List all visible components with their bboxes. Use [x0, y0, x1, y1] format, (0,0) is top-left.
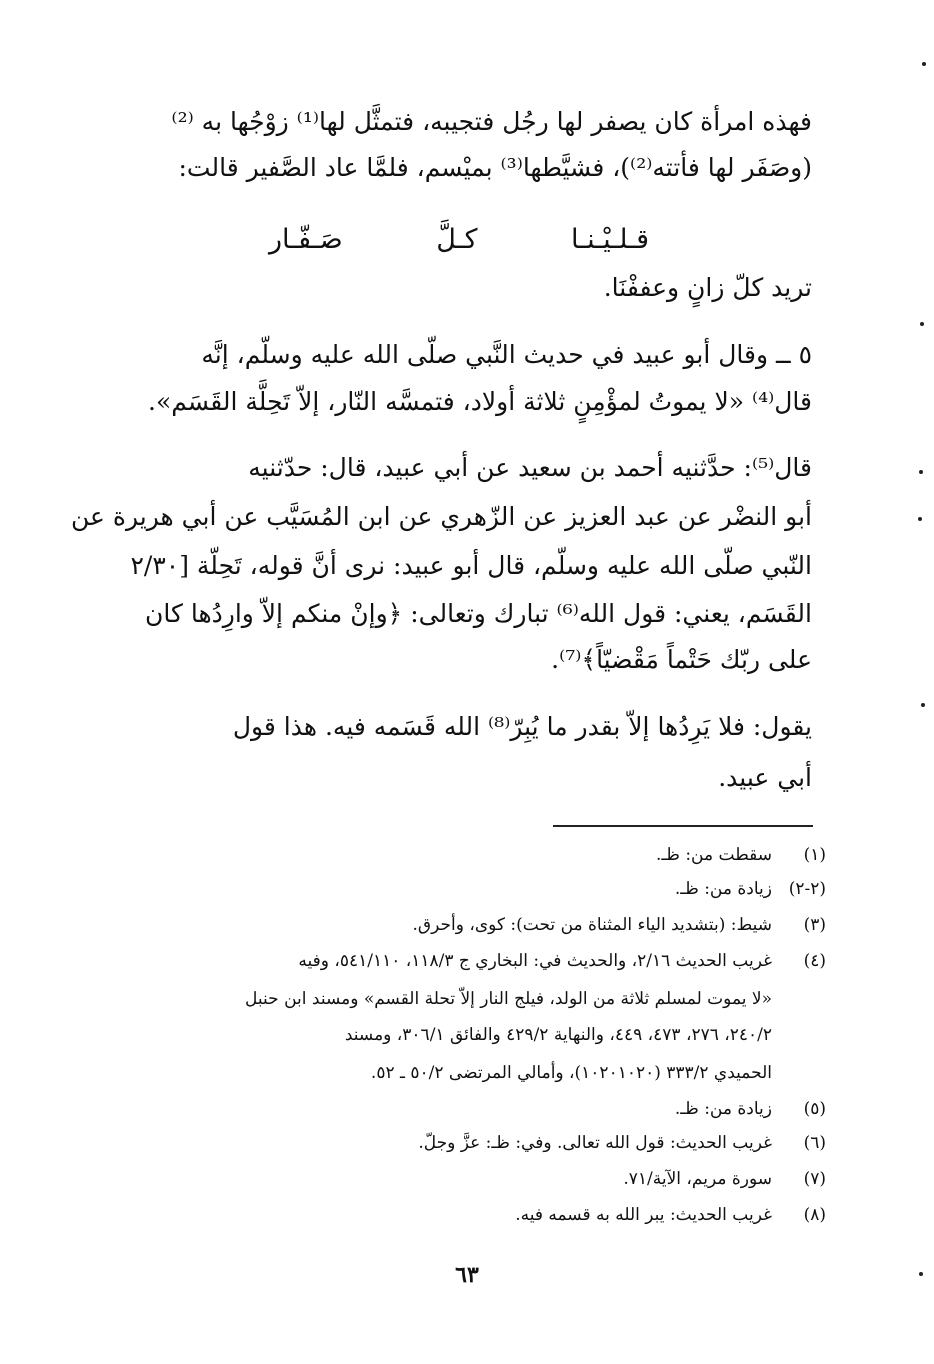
body-line-4: ٥ ــ وقال أبو عبيد في حديث النَّبي صلّى الله عليه وسلّم، إنَّه: [201, 340, 812, 369]
poem-verse: [269, 218, 649, 262]
poem-word-2: كـلَّ: [436, 224, 478, 255]
footnote-separator: [553, 825, 813, 827]
footnote-4-line-2: «لا يموت لمسلم ثلاثة من الولد، فيلج النار إلاّ تحلة القسم» ومسند ابن حنبل: [245, 989, 772, 1009]
footnote-number: (٦): [803, 1133, 826, 1153]
poem-word-1: قـلـيْـنـا: [570, 224, 649, 255]
poem-word-3: صَـفّـار: [269, 224, 343, 255]
footnote-text: سقطت من: ظـ.: [656, 845, 772, 865]
body-line-11: يقول: فلا يَرِدُها إلاّ بقدر ما يُبِرّ⁽⁸⁾ الله قَسَمه فيه. هذا قول: [232, 712, 812, 741]
scan-speck: [919, 1272, 923, 1276]
footnote-text: غريب الحديث: يبر الله به قسمه فيه.: [515, 1205, 772, 1225]
footnote-2: [95, 874, 826, 904]
body-line-7: أبو النضْر عن عبد العزيز عن الزّهري عن ابن المُسَيَّب عن أبي هريرة عن: [70, 502, 812, 531]
scan-speck: [920, 322, 924, 326]
footnote-number: (٥): [803, 1099, 826, 1119]
footnote-3: [95, 910, 826, 940]
body-line-1: فهذه امرأة كان يصفر لها رجُل فتجيبه، فتمثَّل لها⁽¹⁾ زوْجُها به ⁽²⁾: [171, 107, 812, 136]
footnote-number: (٨): [803, 1205, 826, 1225]
body-line-6: قال⁽⁵⁾: حدَّثنيه أحمد بن سعيد عن أبي عبيد، قال: حدّثنيه: [248, 453, 812, 482]
body-line-3: تريد كلّ زانٍ وعففْنَا.: [603, 273, 812, 302]
body-line-5: قال⁽⁴⁾ «لا يموتُ لمؤْمِنٍ ثلاثة أولاد، فتمسَّه النّار، إلاّ تَحِلَّة القَسَم».: [148, 387, 812, 416]
footnote-text: زيادة من: ظـ.: [674, 879, 772, 899]
footnote-text: شيط: (بتشديد الياء المثناة من تحت): كوى، وأحرق.: [412, 915, 772, 935]
footnote-number: (٢-٢): [788, 879, 826, 899]
footnote-4-line-3: ٢٤٠/٢، ٢٧٦، ٤٧٣، ٤٤٩، والنهاية ٤٢٩/٢ والفائق ٣٠٦/١، ومسند: [344, 1025, 772, 1045]
body-line-2: (وصَفَر لها فأتته⁽²⁾)، فشيَّطها⁽³⁾ بميْسم، فلمَّا عاد الصَّفير قالت:: [178, 153, 812, 182]
scan-speck: [918, 517, 922, 521]
footnote-5: [95, 1094, 826, 1124]
scan-speck: [921, 703, 925, 707]
body-line-10: على ربّك حَتْماً مَقْضيّاً﴾⁽⁷⁾.: [551, 645, 812, 674]
scan-speck: [919, 470, 923, 474]
footnote-text: غريب الحديث: قول الله تعالى. وفي: ظـ: عزَّ وجلّ.: [418, 1133, 772, 1153]
footnote-7: [95, 1164, 826, 1194]
footnote-text: زيادة من: ظـ.: [674, 1099, 772, 1119]
footnote-6: [95, 1128, 826, 1158]
footnote-number: (٧): [803, 1169, 826, 1189]
body-line-8: النّبي صلّى الله عليه وسلّم، قال أبو عبيد: نرى أنَّ قوله، تَحِلّة [٢/٣٠: [130, 551, 812, 580]
footnote-number: (٣): [803, 915, 826, 935]
footnote-number: (٤): [803, 951, 826, 971]
footnote-text: سورة مريم، الآية/٧١.: [623, 1169, 772, 1189]
footnote-8: [95, 1200, 826, 1230]
footnote-4-line-4: الحميدي ٣٣٣/٢ (١٠٢٠١٠٢٠)، وأمالي المرتضى ٥٠/٢ ـ ٥٢.: [370, 1063, 772, 1083]
footnote-number: (١): [803, 845, 826, 865]
body-line-9: القَسَم، يعني: قول الله⁽⁶⁾ تبارك وتعالى: ﴿وإنْ منكم إلاّ وارِدُها كان: [145, 599, 812, 628]
footnote-1: [95, 840, 826, 870]
body-line-12: أبي عبيد.: [718, 763, 812, 792]
footnote-4: [95, 946, 826, 976]
scan-speck: [922, 62, 926, 66]
footnote-text: غريب الحديث ٢/١٦، والحديث في: البخاري ج ١١٨/٣، ٥٤١/١١٠، وفيه: [298, 951, 772, 971]
page-number: ٦٣: [455, 1262, 479, 1288]
